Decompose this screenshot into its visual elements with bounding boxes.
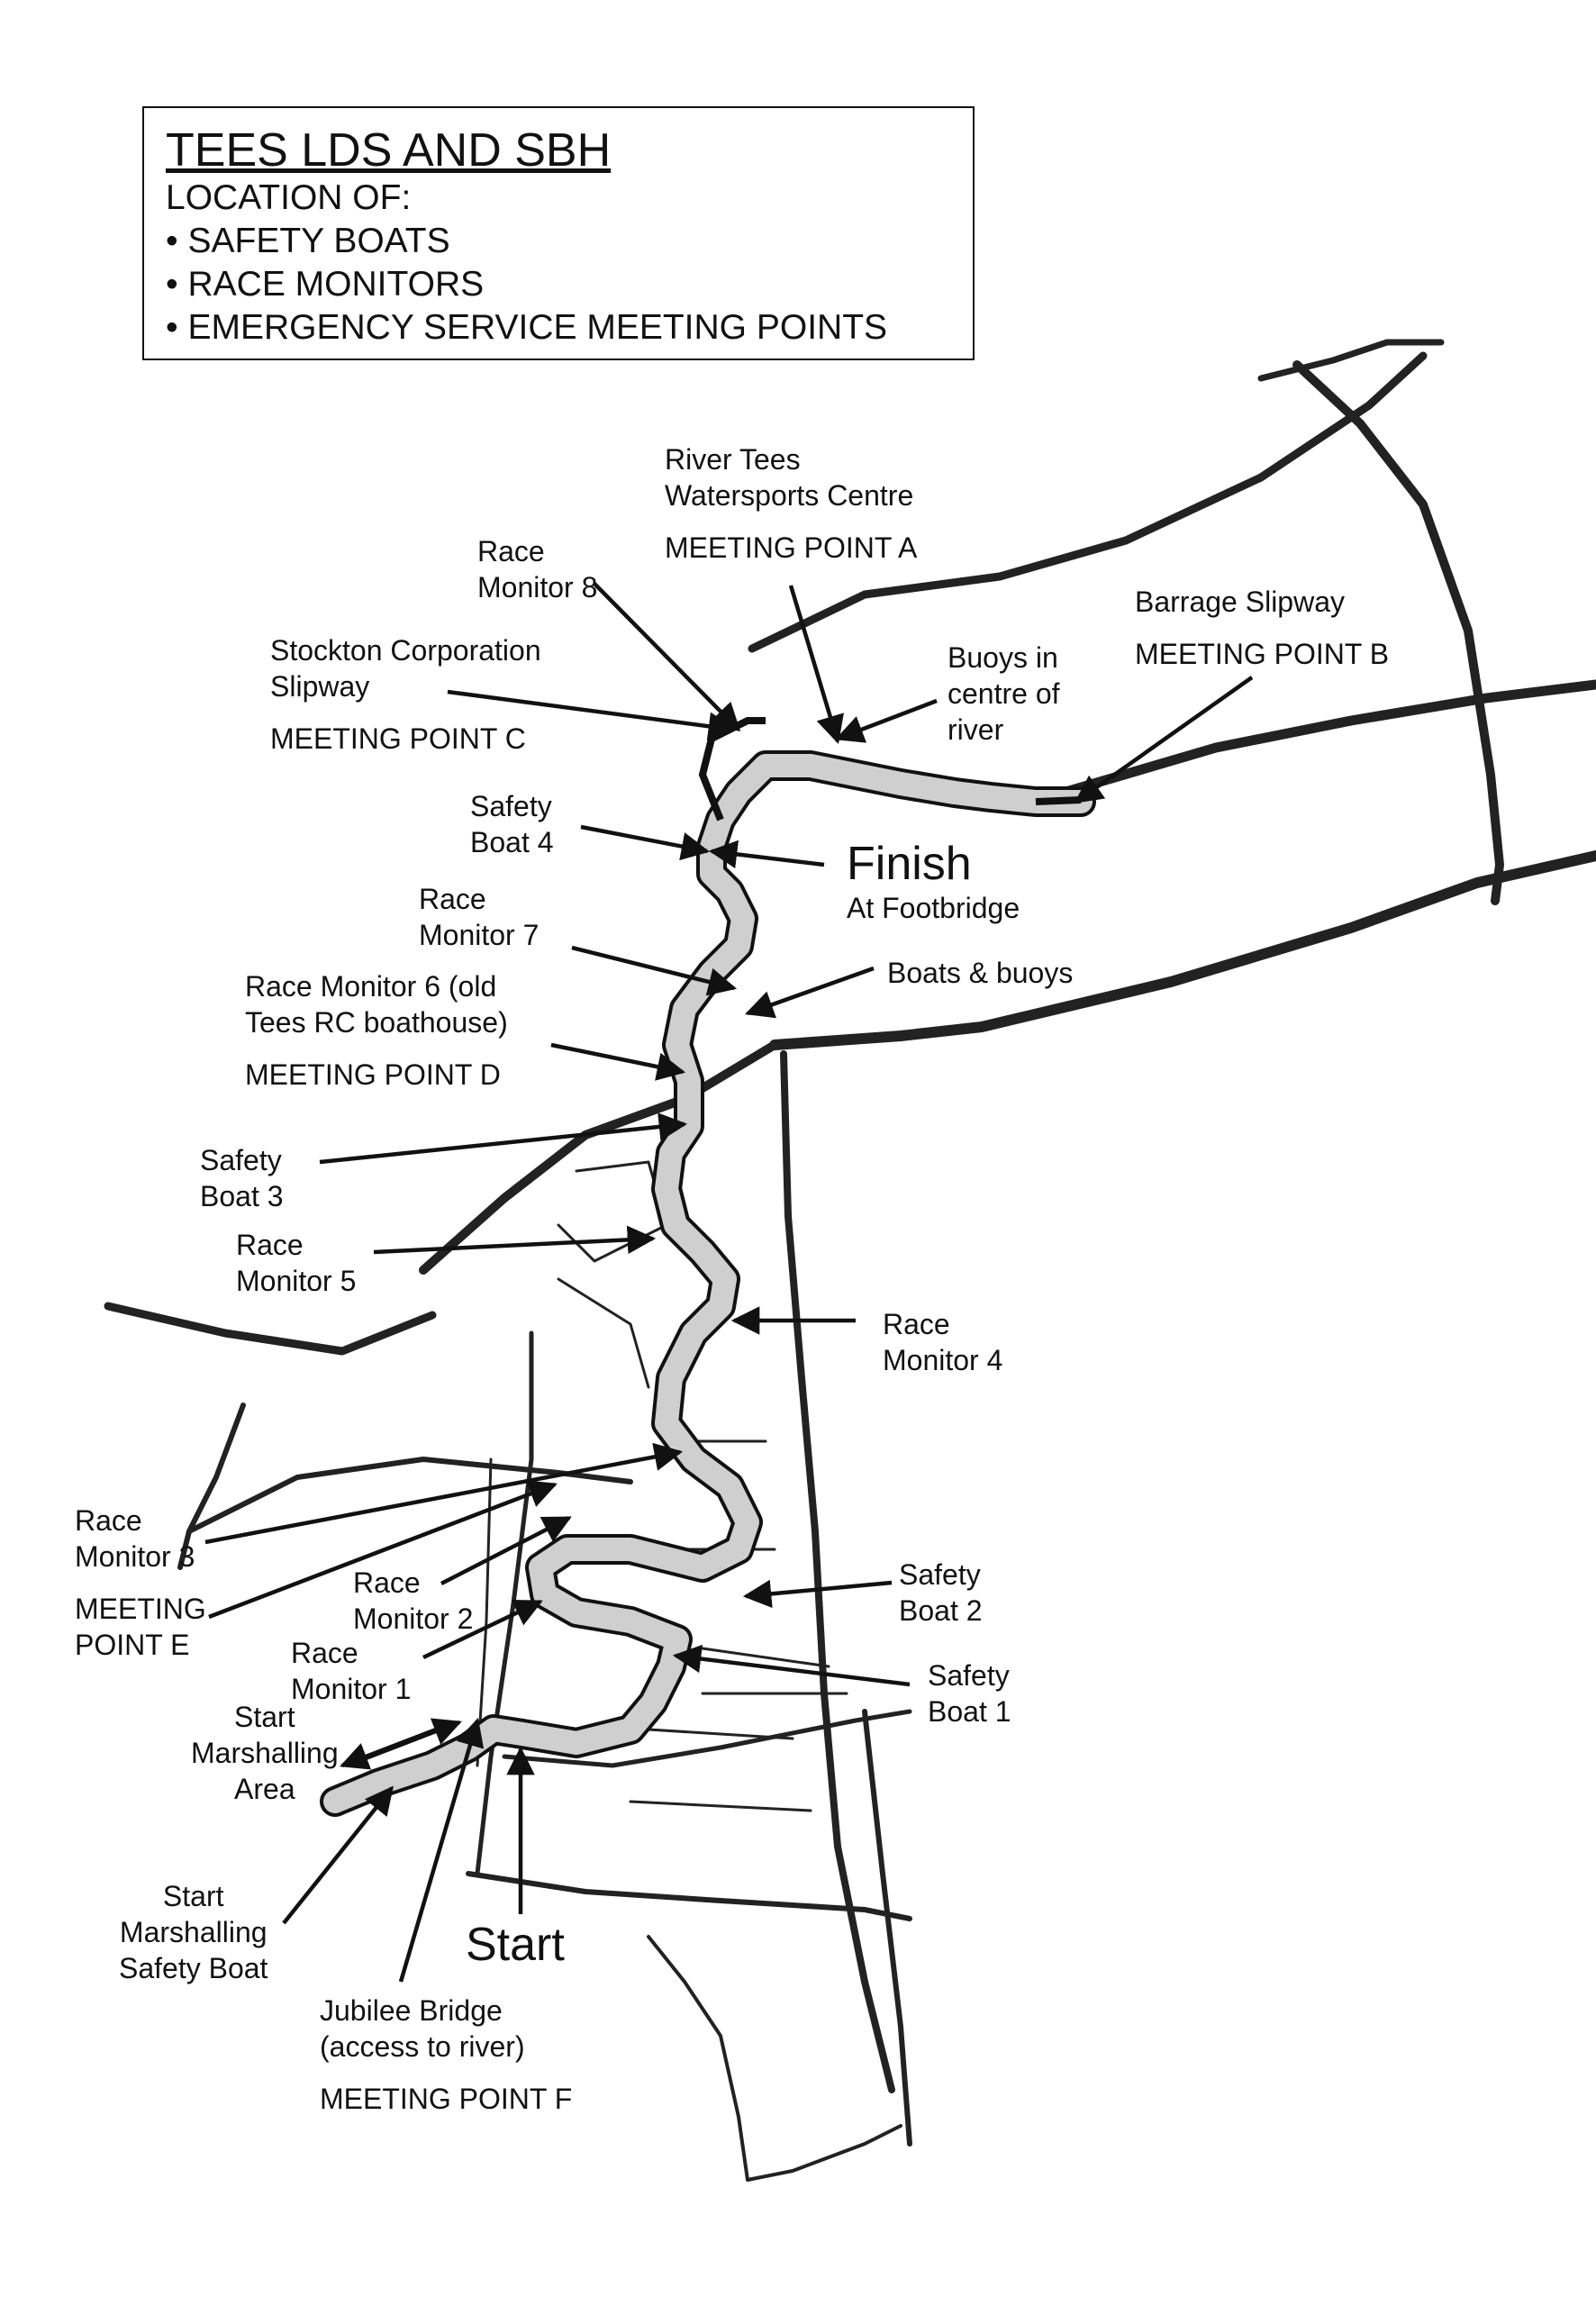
arrow-safety-boat-4 <box>581 827 707 851</box>
label-safety-boat-3: Safety Boat 3 <box>200 1144 284 1212</box>
legend-item-safety-boats: • SAFETY BOATS <box>166 222 450 260</box>
map-title: TEES LDS AND SBH <box>166 124 612 177</box>
label-barrage-slipway: Barrage Slipway MEETING POINT B <box>1135 586 1390 670</box>
arrow-safety-boat-3 <box>320 1124 685 1162</box>
legend-item-race-monitors: • RACE MONITORS <box>166 265 485 304</box>
label-race-monitor-6: Race Monitor 6 (old Tees RC boathouse) MEETING POINT D <box>245 970 508 1091</box>
label-safety-boat-1: Safety Boat 1 <box>928 1659 1011 1728</box>
legend-item-meeting-points: • EMERGENCY SERVICE MEETING POINTS <box>166 308 888 347</box>
label-race-monitor-1: Race Monitor 1 <box>291 1637 412 1705</box>
label-race-monitor-7: Race Monitor 7 <box>419 883 540 951</box>
arrow-boats-buoys <box>748 968 874 1013</box>
label-race-monitor-3: Race Monitor 3 MEETING POINT E <box>75 1504 206 1661</box>
label-safety-boat-2: Safety Boat 2 <box>899 1558 983 1627</box>
arrow-finish <box>712 851 824 865</box>
road-a1045 <box>784 1054 892 2090</box>
road-west-vertical <box>477 1333 531 1874</box>
label-race-monitor-8: Race Monitor 8 <box>477 535 598 604</box>
label-race-monitor-4: Race Monitor 4 <box>883 1308 1003 1376</box>
label-finish: Finish At Footbridge <box>847 838 1020 924</box>
label-jubilee-bridge: Jubilee Bridge (access to river) MEETING POINT F <box>320 1994 573 2115</box>
location-of-heading: LOCATION OF: <box>166 178 412 217</box>
label-start-marshalling-area: Start Marshalling Area <box>191 1701 339 1805</box>
river-barrage-channel <box>1036 800 1081 802</box>
label-buoys-centre: Buoys in centre of river <box>948 641 1060 746</box>
label-race-monitor-2: Race Monitor 2 <box>353 1566 474 1635</box>
label-boats-buoys: Boats & buoys <box>887 957 1074 989</box>
label-safety-boat-4: Safety Boat 4 <box>470 790 554 858</box>
arrow-buoys <box>838 701 937 739</box>
arrow-race-monitor-8 <box>594 584 739 730</box>
label-start: Start <box>466 1919 565 1971</box>
legend-box <box>142 106 975 360</box>
label-watersports-centre: River Tees Watersports Centre MEETING POINT A <box>665 443 918 564</box>
arrow-race-monitor-5 <box>374 1239 653 1252</box>
label-start-marshalling-boat: Start Marshalling Safety Boat <box>119 1880 268 1984</box>
road-west-bypass <box>108 1306 432 1351</box>
arrow-barrage-b <box>1076 677 1252 802</box>
road-north-bypass <box>1063 685 1596 793</box>
label-stockton-slipway: Stockton Corporation Slipway MEETING POINT C <box>270 634 541 755</box>
road-west-grid <box>558 1162 667 1387</box>
label-race-monitor-5: Race Monitor 5 <box>236 1229 357 1297</box>
